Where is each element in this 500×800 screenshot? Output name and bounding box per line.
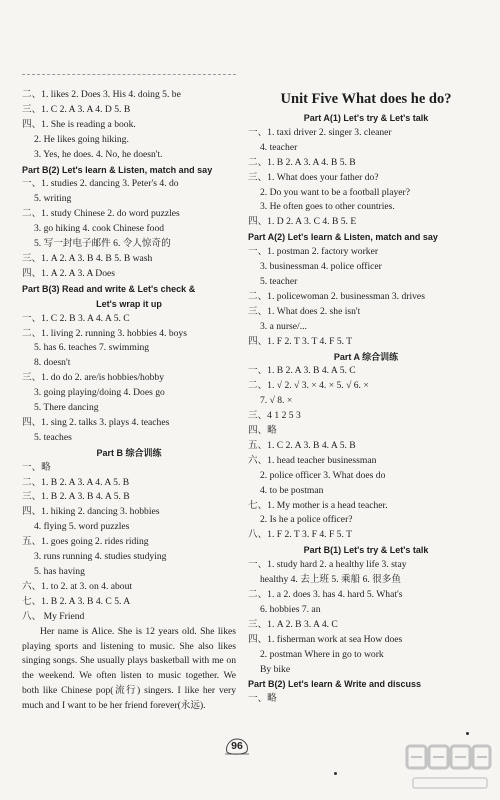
right-answer-line: 4. teacher: [260, 141, 298, 153]
left-answer-line: 四、1. sing 2. talks 3. plays 4. teaches: [22, 416, 170, 428]
left-answer-line: 5. 写一封电子邮件 6. 令人惊奇的: [34, 238, 171, 250]
right-answer-line: 三、4 1 2 5 3: [248, 410, 301, 422]
right-answer-line: Part A(1) Let's try & Let's talk: [303, 113, 429, 123]
right-answer-line: 三、1. What does your father do?: [248, 171, 379, 183]
right-answer-line: 六、1. head teacher businessman: [248, 454, 377, 466]
unit-title: Unit Five What does he do?: [280, 91, 452, 107]
left-answer-line: 三、1. do do 2. are/is hobbies/hobby: [22, 372, 165, 384]
left-answer-line: 3. Yes, he does. 4. No, he doesn't.: [34, 148, 163, 160]
right-answer-line: 7. √ 8. ×: [260, 395, 293, 407]
right-answer-line: 一、1. study hard 2. a healthy life 3. stay: [248, 559, 407, 571]
left-answer-line: 三、1. B 2. A 3. B 4. A 5. B: [22, 491, 130, 503]
left-answer-line: 二、1. living 2. running 3. hobbies 4. boys: [22, 327, 187, 339]
right-answer-line: 2. police officer 3. What does do: [260, 469, 386, 481]
left-answer-line: 二、1. likes 2. Does 3. His 4. doing 5. be: [22, 89, 181, 100]
left-column: [22, 88, 236, 714]
left-answer-line: 5. has 6. teaches 7. swimming: [34, 342, 150, 354]
left-answer-line: 六、1. to 2. at 3. on 4. about: [22, 580, 133, 592]
page-number-badge: [224, 736, 250, 756]
left-answer-line: 四、1. hiking 2. dancing 3. hobbies: [22, 506, 160, 518]
left-answer-line: 一、1. studies 2. dancing 3. Peter's 4. do: [22, 178, 179, 190]
left-answer-line: 5. teaches: [34, 431, 72, 443]
left-answer-line: Let's wrap it up: [96, 298, 162, 309]
left-answer-line: 8. doesn't: [34, 357, 71, 369]
left-answer-line: 3. going playing/doing 4. Does go: [34, 387, 165, 399]
right-answer-line: Part B(2) Let's learn & Write and discuss: [248, 679, 422, 690]
left-answer-line: 5. has having: [34, 566, 85, 577]
left-answer-line: 3. runs running 4. studies studying: [34, 551, 167, 563]
left-answer-line: 五、1. goes going 2. rides riding: [22, 536, 149, 548]
speck-dot: [334, 772, 337, 775]
corner-watermark-logo: [403, 740, 493, 796]
right-answer-line: 3. He often goes to other countries.: [260, 201, 395, 213]
right-answer-line: 四、略: [248, 425, 277, 437]
right-answer-line: 四、1. fisherman work at sea How does: [248, 633, 403, 645]
left-answer-line: 八、 My Friend: [22, 610, 85, 622]
right-answer-line: 一、略: [248, 693, 277, 705]
left-answer-line: Part B 综合训练: [96, 447, 162, 458]
left-answer-line: 3. go hiking 4. cook Chinese food: [34, 223, 165, 235]
left-answer-line: 三、1. A 2. A 3. B 4. B 5. B wash: [22, 252, 153, 264]
right-answer-line: 三、1. A 2. B 3. A 4. C: [248, 618, 338, 630]
right-answer-line: 七、1. My mother is a head teacher.: [248, 499, 388, 511]
left-answer-line: 5. There dancing: [34, 402, 99, 414]
right-answer-line: 5. teacher: [260, 275, 298, 287]
right-answer-line: 4. to be postman: [260, 484, 324, 496]
right-answer-line: Part A 综合训练: [333, 351, 399, 362]
left-answer-lines: [22, 88, 236, 625]
left-answer-line: 二、1. study Chinese 2. do word puzzles: [22, 208, 180, 220]
left-answer-line: 四、1. A 2. A 3. A Does: [22, 267, 116, 279]
left-answer-line: Part B(2) Let's learn & Listen, match and say: [22, 164, 213, 175]
right-answer-line: By bike: [260, 663, 291, 675]
right-answer-line: 四、1. D 2. A 3. C 4. B 5. E: [248, 216, 357, 228]
left-answer-line: Part B(3) Read and write & Let's check &: [22, 283, 196, 294]
top-dashed-rule: [22, 74, 236, 75]
left-answer-line: 四、1. She is reading a book.: [22, 118, 136, 130]
right-answer-lines: [248, 111, 484, 707]
right-answer-line: 二、1. B 2. A 3. A 4. B 5. B: [248, 156, 356, 168]
speck-dot: [466, 732, 469, 735]
left-answer-line: 4. flying 5. word puzzles: [34, 521, 130, 533]
right-answer-line: 二、1. a 2. does 3. has 4. hard 5. What's: [248, 589, 403, 600]
page-number: 96: [231, 740, 243, 752]
right-answer-line: 2. postman Where in go to work: [260, 648, 384, 660]
right-answer-line: 一、1. postman 2. factory worker: [248, 246, 379, 258]
right-answer-line: 八、1. F 2. T 3. F 4. F 5. T: [248, 529, 352, 541]
right-answer-line: 二、1. policewoman 2. businessman 3. drives: [248, 290, 425, 302]
left-answer-line: 二、1. B 2. A 3. A 4. A 5. B: [22, 476, 130, 488]
right-answer-line: 二、1. √ 2. √ 3. × 4. × 5. √ 6. ×: [248, 380, 369, 392]
left-answer-line: 2. He likes going hiking.: [34, 133, 129, 145]
right-column: [248, 88, 484, 707]
right-answer-line: 一、1. B 2. A 3. B 4. A 5. C: [248, 365, 356, 377]
right-answer-line: 3. a nurse/...: [260, 320, 307, 332]
right-answer-line: 2. Is he a police officer?: [260, 514, 353, 526]
right-answer-line: 一、1. taxi driver 2. singer 3. cleaner: [248, 126, 392, 138]
right-answer-line: 三、1. What does 2. she isn't: [248, 305, 361, 317]
right-answer-line: 2. Do you want to be a football player?: [260, 186, 410, 198]
left-answer-line: 一、略: [22, 461, 51, 473]
right-answer-line: 3. businessman 4. police officer: [260, 261, 382, 273]
right-answer-line: 四、1. F 2. T 3. T 4. F 5. T: [248, 335, 353, 347]
right-answer-line: Part B(1) Let's try & Let's talk: [303, 545, 429, 556]
right-answer-line: 6. hobbies 7. an: [260, 603, 321, 615]
left-answer-line: 七、1. B 2. A 3. B 4. C 5. A: [22, 595, 131, 607]
right-answer-line: Part A(2) Let's learn & Listen, match and say: [248, 232, 438, 243]
right-answer-line: 五、1. C 2. A 3. B 4. A 5. B: [248, 439, 356, 451]
left-answer-line: 三、1. C 2. A 3. A 4. D 5. B: [22, 103, 131, 115]
right-answer-line: healthy 4. 去上班 5. 乘船 6. 很多鱼: [260, 574, 401, 586]
my-friend-paragraph: Her name is Alice. She is 12 years old. She likes playing sports and listening to music. She also likes singing songs. She usually plays basketball with me on the weekend. We often listen to music together. We both like Chinese pop(流行) singers. I like her very much and I want to be her friend forever(永远).: [22, 625, 236, 712]
left-answer-line: 一、1. C 2. B 3. A 4. A 5. C: [22, 312, 130, 324]
left-answer-line: 5. writing: [34, 193, 72, 205]
